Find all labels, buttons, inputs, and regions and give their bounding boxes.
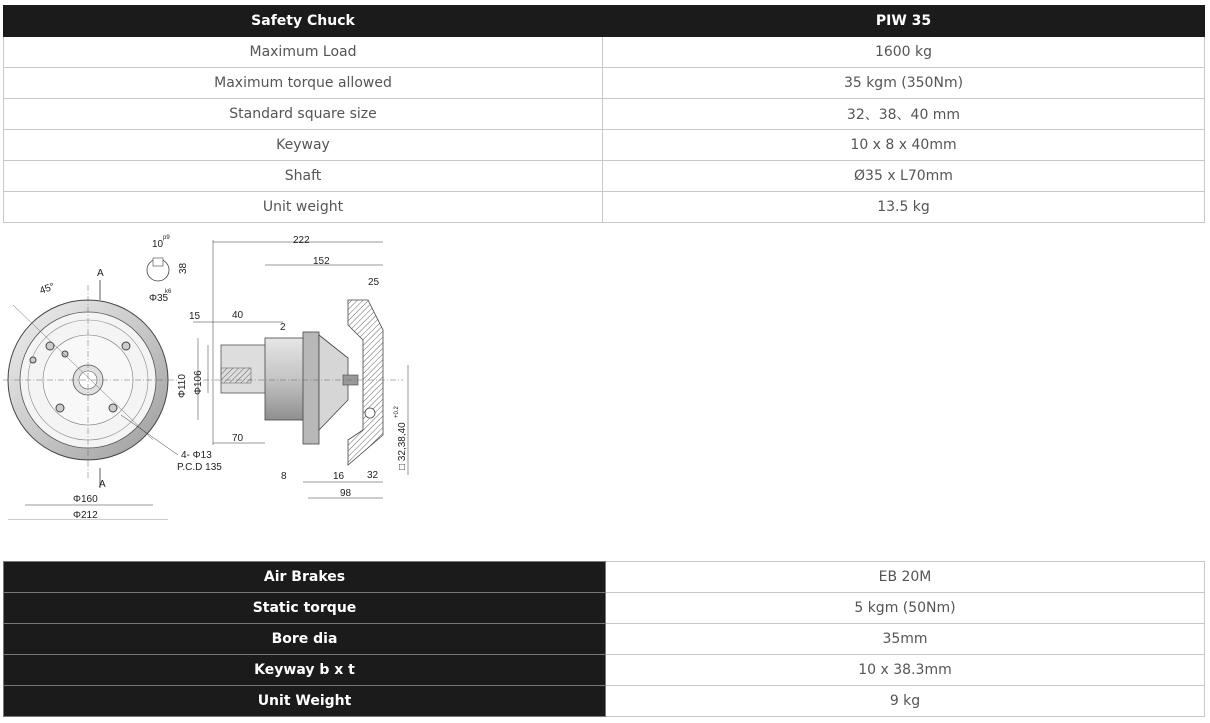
row-value: 10 x 38.3mm	[606, 655, 1205, 686]
header-cell: PIW 35	[603, 6, 1205, 37]
row-label: Air Brakes	[4, 562, 606, 593]
label-40: 40	[232, 310, 244, 321]
row-label: Bore dia	[4, 624, 606, 655]
brake-table	[3, 561, 1205, 717]
label-tol: +0.2	[394, 406, 400, 418]
table-row	[4, 624, 1205, 655]
row-label: Unit Weight	[4, 686, 606, 717]
row-value: 5 kgm (50Nm)	[606, 593, 1205, 624]
table-row	[4, 68, 1205, 99]
technical-drawing	[3, 230, 411, 520]
label-phi160: Φ160	[73, 494, 98, 505]
row-value: 35 kgm (350Nm)	[603, 68, 1205, 99]
label-pcd: P.C.D 135	[177, 462, 222, 473]
label-phi35: Φ35	[149, 293, 169, 304]
label-16: 16	[333, 471, 345, 482]
row-label: Unit weight	[4, 192, 603, 223]
table-row	[4, 161, 1205, 192]
label-152: 152	[313, 256, 330, 267]
row-value: 32、38、40 mm	[603, 99, 1205, 130]
label-a-top: A	[97, 268, 104, 279]
label-2: 2	[280, 322, 286, 333]
label-10: 10	[152, 239, 164, 250]
table-row	[4, 130, 1205, 161]
front-view	[3, 268, 222, 520]
row-label: Static torque	[4, 593, 606, 624]
row-value: Ø35 x L70mm	[603, 161, 1205, 192]
label-square: □ 32,38,40	[397, 422, 408, 470]
label-a-bottom: A	[99, 479, 106, 490]
label-32: 32	[367, 470, 379, 481]
header-cell: Safety Chuck	[4, 6, 603, 37]
row-value: 13.5 kg	[603, 192, 1205, 223]
row-label: Keyway	[4, 130, 603, 161]
label-phi106: Φ106	[193, 370, 204, 395]
label-222: 222	[293, 235, 310, 246]
label-phi212: Φ212	[73, 510, 98, 520]
spec-table	[3, 5, 1205, 223]
table-row	[4, 562, 1205, 593]
table-row	[4, 686, 1205, 717]
row-label: Maximum Load	[4, 37, 603, 68]
row-label: Shaft	[4, 161, 603, 192]
table-row	[4, 37, 1205, 68]
table-row	[4, 99, 1205, 130]
row-label: Maximum torque allowed	[4, 68, 603, 99]
row-value: 9 kg	[606, 686, 1205, 717]
label-70: 70	[232, 433, 244, 444]
label-holes: 4- Φ13	[181, 450, 212, 461]
label-38: 38	[178, 262, 189, 274]
label-angle: 45°	[38, 281, 57, 297]
row-value: 35mm	[606, 624, 1205, 655]
label-k6: k6	[165, 289, 172, 295]
row-value: EB 20M	[606, 562, 1205, 593]
label-p9: p9	[163, 235, 170, 241]
label-8: 8	[281, 471, 287, 482]
row-label: Standard square size	[4, 99, 603, 130]
label-98: 98	[340, 488, 352, 499]
row-value: 10 x 8 x 40mm	[603, 130, 1205, 161]
row-label: Keyway b x t	[4, 655, 606, 686]
label-15: 15	[189, 311, 201, 322]
spec-table-header	[4, 6, 1205, 37]
table-row	[4, 593, 1205, 624]
keyway-detail	[147, 235, 189, 304]
table-row	[4, 655, 1205, 686]
table-row	[4, 192, 1205, 223]
label-phi110: Φ110	[177, 374, 188, 398]
row-value: 1600 kg	[603, 37, 1205, 68]
label-25: 25	[368, 277, 380, 288]
